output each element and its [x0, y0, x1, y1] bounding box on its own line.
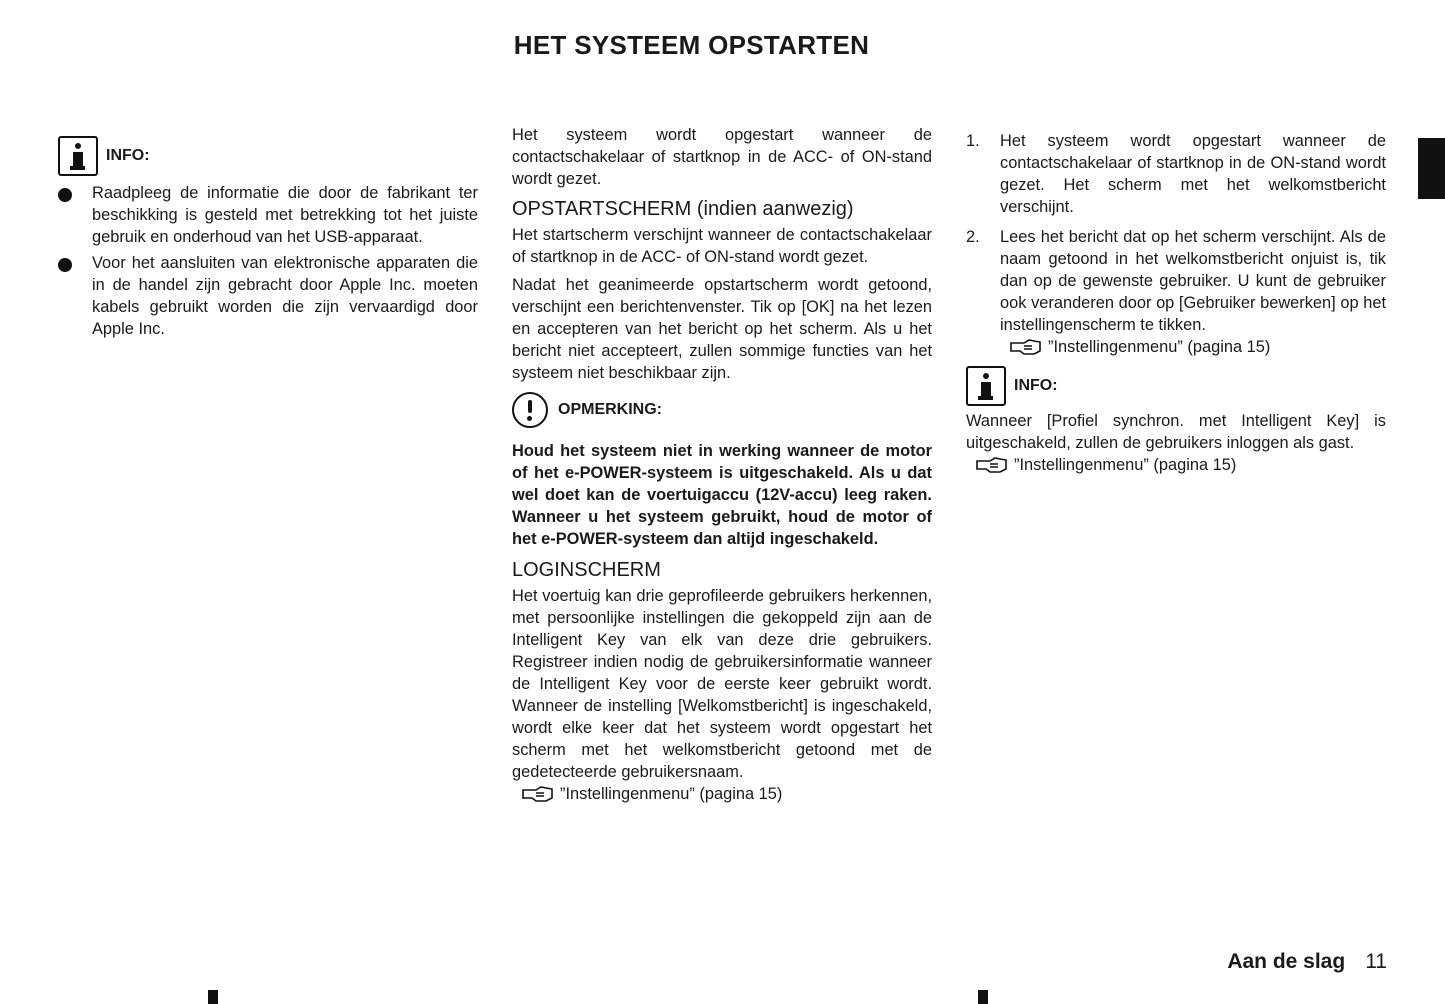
info-icon: [966, 366, 1006, 406]
footer-section: Aan de slag: [1227, 950, 1346, 973]
info-label: INFO:: [1014, 377, 1058, 394]
crop-mark: [208, 990, 218, 1004]
info-header: [966, 366, 1386, 406]
notice-header: [512, 392, 932, 428]
chapter-tab: [1418, 138, 1445, 199]
list-item: 2. Lees het bericht dat op het scherm verschijnt. Als de naam getoond in het welkomstbericht onjuist is, tik dan op de gewenste gebruiker. U kunt de gebruiker ook veranderen door op [Gebruiker bewerken] op het instellingenscherm te tikken.: [966, 228, 1386, 334]
bullet-icon: [58, 258, 72, 272]
startup-heading: OPSTARTSCHERM (indien aanwezig): [512, 198, 854, 220]
startup-paragraph-1: Het startscherm verschijnt wanneer de contactschakelaar of startknop in de ACC- of ON-stand wordt gezet.: [512, 226, 932, 266]
pointing-hand-icon: [522, 785, 554, 803]
cross-reference[interactable]: [522, 783, 932, 805]
info-header: [58, 136, 478, 176]
notice-text: Houd het systeem niet in werking wanneer de motor of het e-POWER-systeem is uitgeschakeld. Als u dat wel doet kan de voertuigaccu (12V-accu) leeg raken. Wanneer u het systeem gebruikt, houd de motor of het e-POWER-systeem dan altijd ingeschakeld.: [512, 442, 932, 548]
info-paragraph: Wanneer [Profiel synchron. met Intelligent Key] is uitgeschakeld, zullen de gebruikers inloggen als gast.: [966, 412, 1386, 452]
list-item: 1. Het systeem wordt opgestart wanneer de contactschakelaar of startknop in de ON-stand wordt gezet. Het scherm met het welkomstbericht verschijnt.: [966, 132, 1386, 216]
cross-reference[interactable]: [976, 454, 1386, 476]
info-label: INFO:: [106, 147, 150, 164]
list-item: Raadpleeg de informatie die door de fabrikant ter beschikking is gesteld met betrekking tot het juiste gebruik en onderhoud van het USB-apparaat.: [58, 182, 478, 248]
cross-reference-text[interactable]: ”Instellingenmenu” (pagina 15): [1048, 338, 1271, 356]
intro-paragraph: Het systeem wordt opgestart wanneer de contactschakelaar of startknop in de ACC- of ON-stand wordt gezet.: [512, 126, 932, 188]
cross-reference[interactable]: [1010, 336, 1386, 358]
bullet-icon: [58, 188, 72, 202]
startup-paragraph-2: Nadat het geanimeerde opstartscherm wordt getoond, verschijnt een berichtenvenster. Tik op [OK] na het lezen en accepteren van het bericht op het scherm. Als u het bericht niet accepteert, zullen sommige functies van het systeem niet beschikbaar zijn.: [512, 276, 932, 382]
cross-reference-text[interactable]: ”Instellingenmenu” (pagina 15): [1014, 456, 1237, 474]
login-heading: LOGINSCHERM: [512, 559, 661, 581]
right-column: [966, 130, 1386, 476]
page-title: HET SYSTEEM OPSTARTEN: [513, 30, 870, 60]
page-footer: [1227, 950, 1387, 974]
crop-mark: [978, 990, 988, 1004]
login-paragraph: Het voertuig kan drie geprofileerde gebruikers herkennen, met persoonlijke instellingen die gekoppeld zijn aan de Intelligent Key van elk van deze drie gebruikers. Registreer indien nodig de gebruikersinformatie wanneer de Intelligent Key voor de eerste keer gebruikt wordt. Wanneer de instelling [Welkomstbericht] is ingeschakeld, wordt elke keer dat het systeem wordt opgestart het scherm met het welkomstbericht getoond met de gedetecteerde gebruikersnaam.: [512, 587, 932, 781]
notice-label: OPMERKING:: [558, 401, 662, 418]
pointing-hand-icon: [1010, 338, 1042, 356]
list-item: Voor het aansluiten van elektronische apparaten die in de handel zijn gebracht door Apple Inc. moeten kabels gebruikt worden die zijn vervaardigd door Apple Inc.: [58, 252, 478, 340]
left-column: [58, 136, 478, 340]
pointing-hand-icon: [976, 456, 1008, 474]
cross-reference-text[interactable]: ”Instellingenmenu” (pagina 15): [560, 785, 783, 803]
middle-column: [512, 124, 932, 805]
page-number: 11: [1365, 950, 1387, 973]
info-icon: [58, 136, 98, 176]
exclamation-icon: [512, 392, 548, 428]
